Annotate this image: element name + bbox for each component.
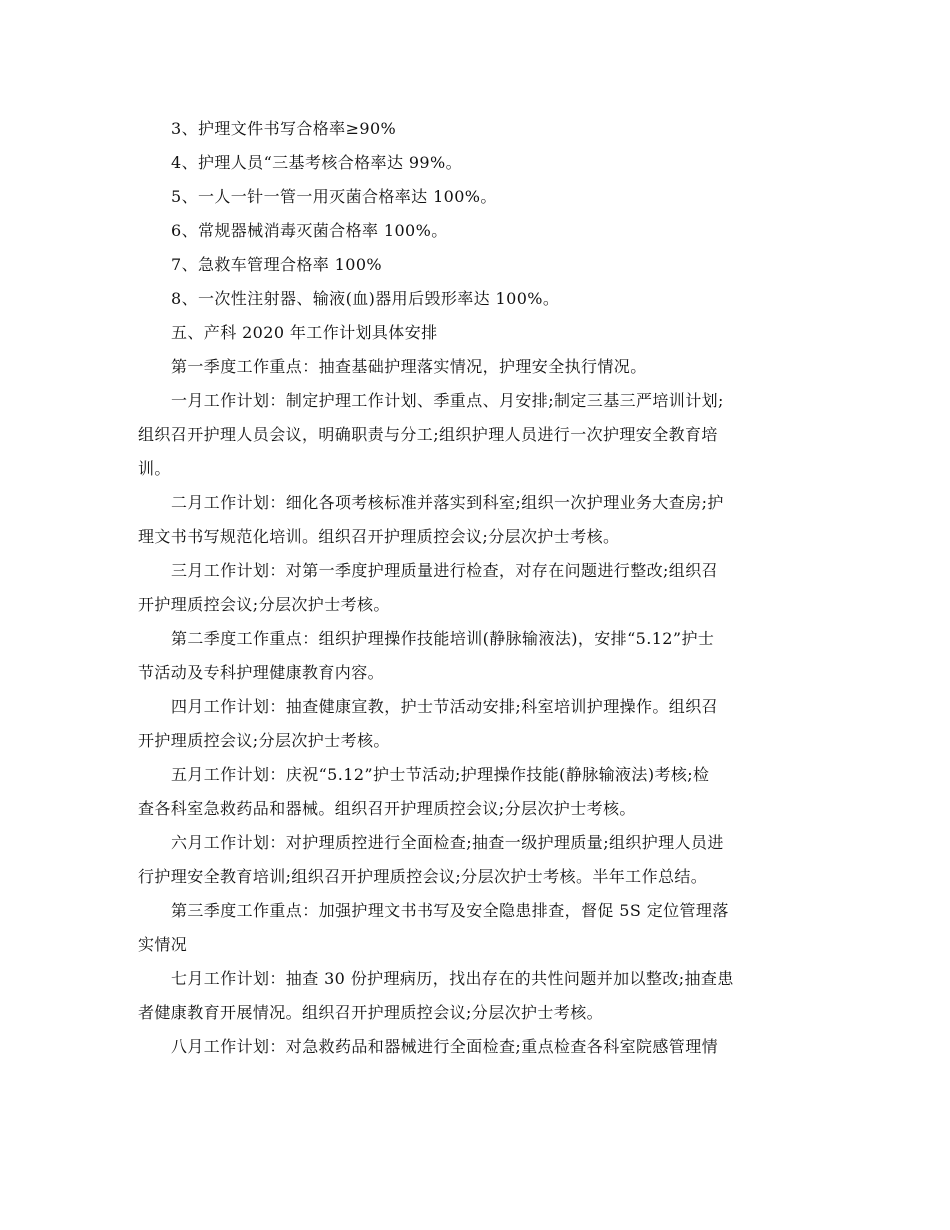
text-line: 组织召开护理人员会议，明确职责与分工;组织护理人员进行一次护理安全教育培 (138, 425, 718, 444)
text-line: 7、急救车管理合格率 100% (171, 255, 383, 274)
text-line: 5、一人一针一管一用灭菌合格率达 100%。 (171, 187, 497, 206)
text-line: 第二季度工作重点：组织护理操作技能培训(静脉输液法)，安排“5.12”护士 (171, 629, 715, 648)
text-line: 六月工作计划：对护理质控进行全面检查;抽查一级护理质量;组织护理人员进 (171, 833, 724, 852)
text-line: 实情况 (138, 935, 188, 954)
text-line: 6、常规器械消毒灭菌合格率 100%。 (171, 221, 448, 240)
text-line: 七月工作计划：抽查 30 份护理病历，找出存在的共性问题并加以整改;抽查患 (171, 969, 734, 988)
text-line: 8、一次性注射器、输液(血)器用后毁形率达 100%。 (171, 289, 560, 308)
text-line: 者健康教育开展情况。组织召开护理质控会议;分层次护士考核。 (138, 1003, 603, 1022)
document-body (138, 112, 814, 1064)
text-line: 开护理质控会议;分层次护士考核。 (138, 731, 390, 750)
text-line: 第一季度工作重点：抽查基础护理落实情况，护理安全执行情况。 (171, 357, 647, 376)
text-line: 查各科室急救药品和器械。组织召开护理质控会议;分层次护士考核。 (138, 799, 636, 818)
text-line: 八月工作计划：对急救药品和器械进行全面检查;重点检查各科室院感管理情 (171, 1037, 718, 1056)
text-line: 四月工作计划：抽查健康宣教，护士节活动安排;科室培训护理操作。组织召 (171, 697, 718, 716)
text-line: 行护理安全教育培训;组织召开护理质控会议;分层次护士考核。半年工作总结。 (138, 867, 708, 886)
text-line: 3、护理文件书写合格率≥90% (171, 119, 397, 138)
text-line: 理文书书写规范化培训。组织召开护理质控会议;分层次护士考核。 (138, 527, 620, 546)
text-line: 五、产科 2020 年工作计划具体安排 (171, 323, 438, 342)
text-line: 训。 (138, 459, 171, 478)
text-line: 三月工作计划：对第一季度护理质量进行检查，对存在问题进行整改;组织召 (171, 561, 718, 580)
text-line: 开护理质控会议;分层次护士考核。 (138, 595, 390, 614)
text-line: 节活动及专科护理健康教育内容。 (138, 663, 385, 682)
text-line: 一月工作计划：制定护理工作计划、季重点、月安排;制定三基三严培训计划; (171, 391, 724, 410)
text-line: 4、护理人员“三基考核合格率达 99%。 (171, 153, 463, 172)
text-line: 二月工作计划：细化各项考核标准并落实到科室;组织一次护理业务大查房;护 (171, 493, 724, 512)
text-line: 五月工作计划：庆祝“5.12”护士节活动;护理操作技能(静脉输液法)考核;检 (171, 765, 710, 784)
text-line: 第三季度工作重点：加强护理文书书写及安全隐患排查，督促 5S 定位管理落 (171, 901, 729, 920)
